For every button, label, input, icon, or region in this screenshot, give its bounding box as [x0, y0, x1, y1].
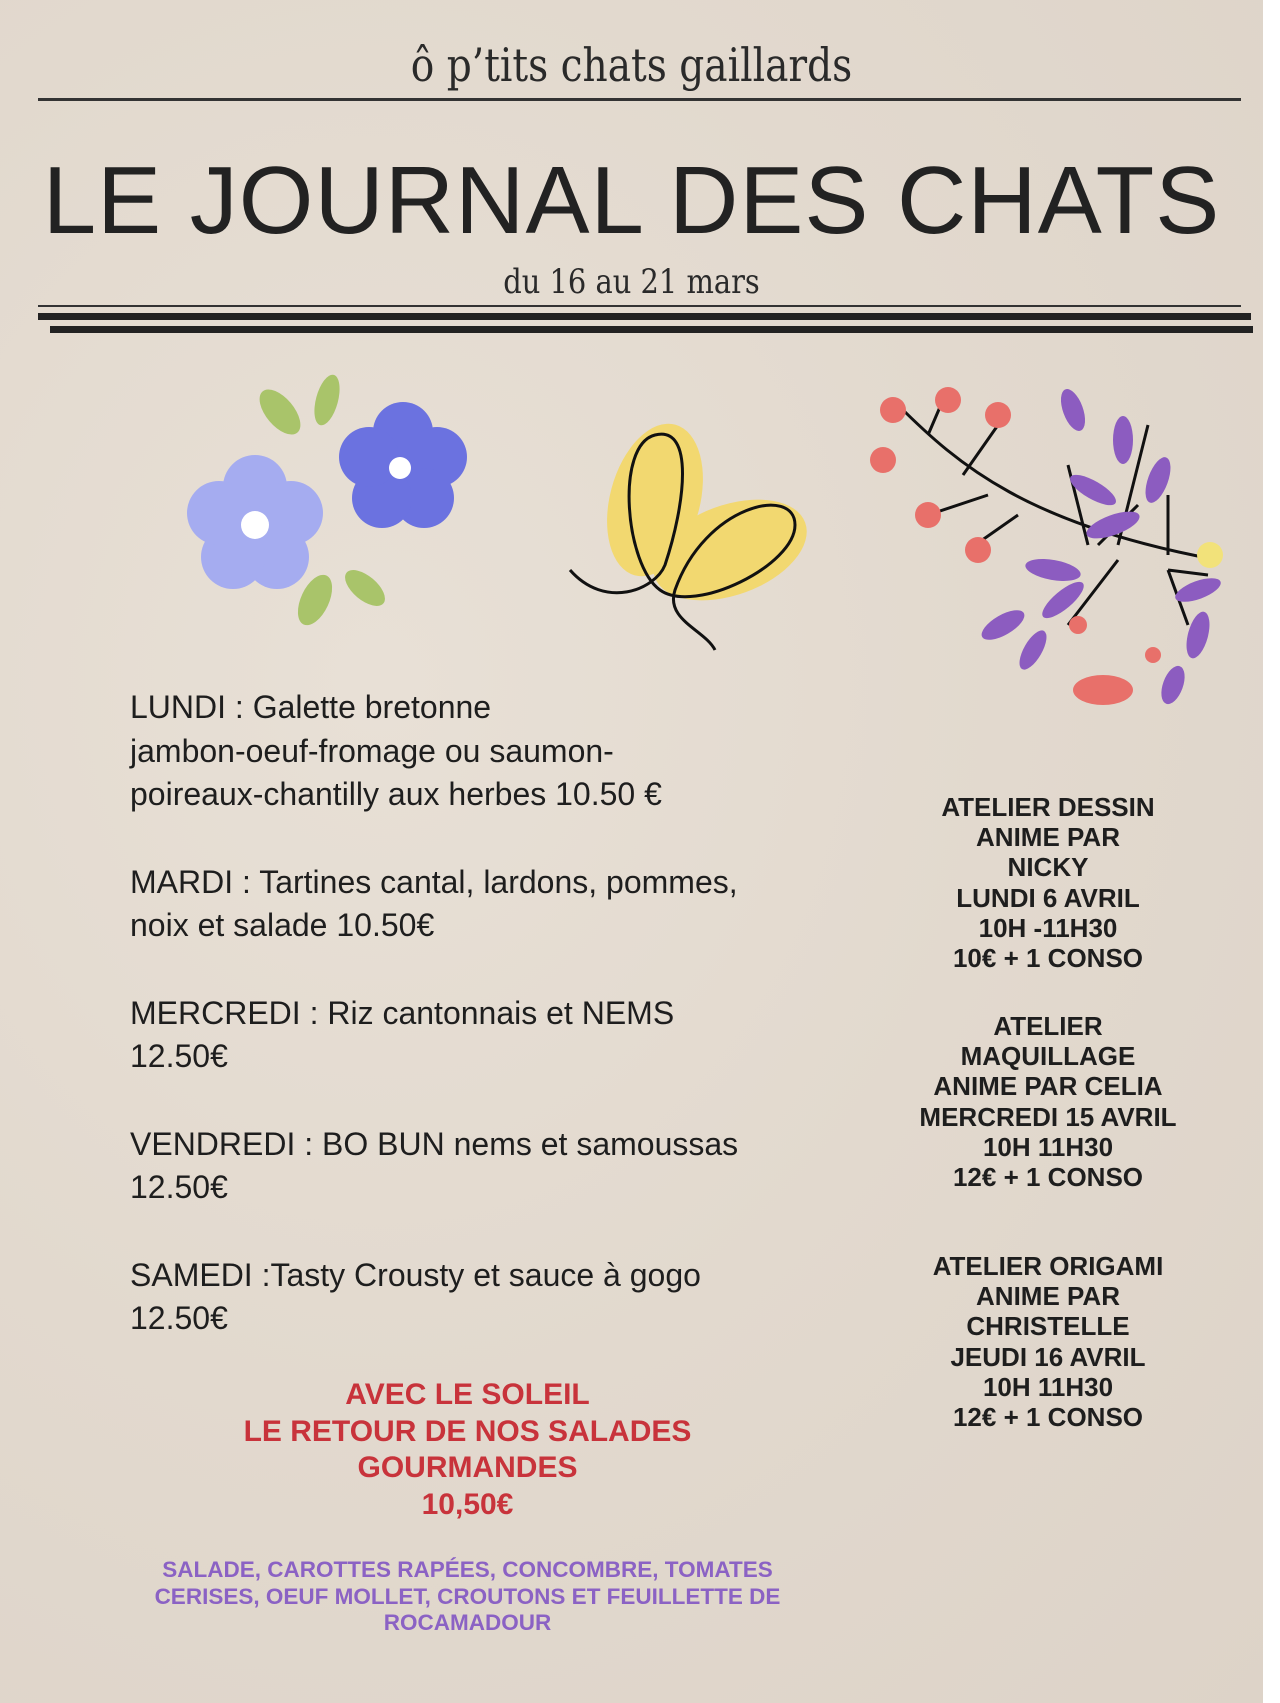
salad-ingredients	[80, 1557, 855, 1637]
atelier-line: 12€ + 1 CONSO	[952, 1402, 1144, 1433]
promo-price: 10,50€	[421, 1487, 514, 1521]
menu-text: Riz cantonnais et NEMS	[318, 994, 675, 1031]
menu-text: Tartines cantal, lardons, pommes,	[250, 863, 738, 900]
ingredients-line: SALADE, CAROTTES RAPÉES, CONCOMBRE, TOMATES	[162, 1557, 773, 1582]
menu-text: 12.50€	[130, 1300, 228, 1336]
menu-item-mercredi	[130, 992, 850, 1079]
ingredients-line: CERISES, OEUF MOLLET, CROUTONS ET FEUILLETTE DE	[154, 1583, 781, 1609]
menu-text: jambon-oeuf-fromage ou saumon-	[130, 732, 614, 769]
menu-text: 12.50€	[130, 1038, 228, 1074]
butterfly-illustration	[565, 415, 835, 655]
menu-item-samedi	[130, 1254, 850, 1341]
atelier-line: 10€ + 1 CONSO	[952, 943, 1144, 974]
atelier-origami	[880, 1251, 1216, 1432]
page-title: LE JOURNAL DES CHATS	[42, 147, 1221, 254]
atelier-line: 10H -11H30	[978, 912, 1118, 943]
brand-name: ô p’tits chats gaillards	[410, 38, 853, 92]
atelier-line: ATELIER ORIGAMI	[932, 1251, 1164, 1281]
promo-line: AVEC LE SOLEIL	[345, 1378, 590, 1411]
atelier-maquillage	[880, 1011, 1216, 1192]
atelier-line: ATELIER	[993, 1011, 1103, 1041]
atelier-line: ANIME PAR	[976, 822, 1120, 853]
atelier-line: ANIME PAR CELIA	[933, 1071, 1163, 1102]
atelier-line: LUNDI 6 AVRIL	[956, 882, 1140, 913]
weekly-menu	[130, 686, 850, 1385]
atelier-line: MERCREDI 15 AVRIL	[919, 1101, 1177, 1132]
atelier-line: 12€ + 1 CONSO	[952, 1162, 1144, 1193]
atelier-line: ANIME PAR	[976, 1281, 1120, 1312]
atelier-line: ATELIER DESSIN	[941, 792, 1155, 822]
ingredients-line: ROCAMADOUR	[383, 1610, 552, 1635]
divider	[38, 98, 1241, 101]
atelier-line: MAQUILLAGE	[960, 1041, 1136, 1072]
menu-day: VENDREDI :	[130, 1125, 314, 1162]
menu-text: Galette bretonne	[243, 689, 492, 725]
menu-text: poireaux-chantilly aux herbes 10.50 €	[130, 776, 662, 812]
menu-day: MERCREDI :	[130, 994, 319, 1031]
menu-text: 12.50€	[130, 1169, 228, 1205]
menu-day: SAMEDI :	[130, 1256, 271, 1293]
divider	[38, 305, 1241, 307]
atelier-dessin	[880, 792, 1216, 973]
menu-item-vendredi	[130, 1123, 850, 1210]
promo-line: LE RETOUR DE NOS SALADES	[243, 1414, 692, 1448]
menu-day: MARDI :	[130, 863, 251, 900]
divider	[38, 313, 1251, 320]
atelier-line: 10H 11H30	[982, 1131, 1114, 1162]
branch-illustration	[868, 385, 1228, 720]
menu-text: Tasty Crousty et sauce à gogo	[270, 1256, 701, 1293]
promo-line: GOURMANDES	[357, 1451, 578, 1484]
divider	[50, 326, 1253, 333]
atelier-line: NICKY	[1007, 852, 1089, 883]
menu-text: noix et salade 10.50€	[130, 907, 435, 943]
date-range: du 16 au 21 mars	[503, 262, 760, 302]
menu-text: BO BUN nems et samoussas	[313, 1125, 739, 1162]
menu-day: LUNDI :	[130, 689, 244, 725]
salad-promo	[160, 1377, 775, 1523]
menu-item-lundi	[130, 686, 850, 817]
atelier-line: 10H 11H30	[982, 1371, 1114, 1402]
atelier-line: JEUDI 16 AVRIL	[950, 1341, 1146, 1372]
menu-item-mardi	[130, 861, 850, 948]
atelier-line: CHRISTELLE	[966, 1311, 1130, 1342]
flowers-illustration	[175, 370, 475, 635]
